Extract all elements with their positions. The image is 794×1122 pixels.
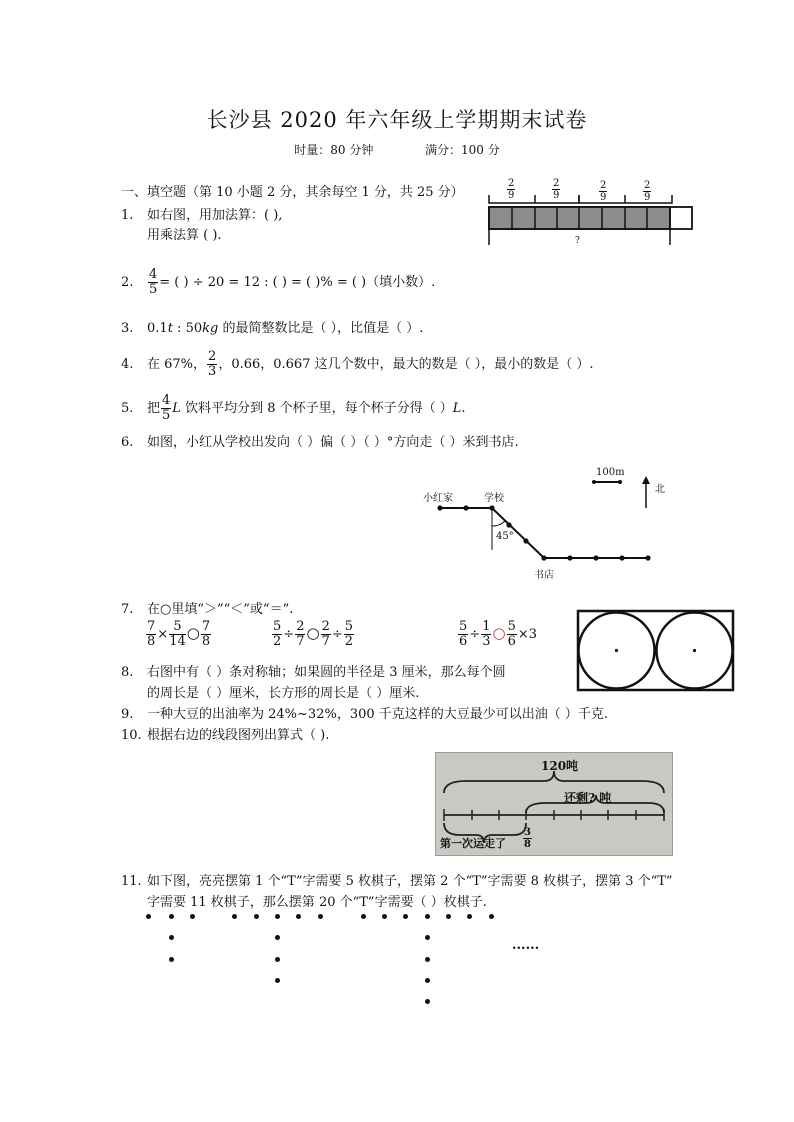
q5-unit-l-2: L xyxy=(452,401,462,416)
question-5 xyxy=(121,394,466,423)
question-7 xyxy=(121,598,293,617)
q1-frac-1: $\frac{2}{9}$ xyxy=(508,178,515,201)
q1-text-1: 如右图，用加法算：( ), xyxy=(147,208,283,223)
question-number: 8. xyxy=(121,665,134,680)
map-home-label: 小红家 xyxy=(423,493,453,504)
q7-expression-3: $\frac{5}{6}$ ÷ $\frac{1}{3}$ ○ $\frac{5}{6}$ ×3 xyxy=(459,619,538,649)
q11-ellipsis: ...... xyxy=(512,938,540,953)
question-3 xyxy=(121,317,423,336)
q6-text: 如图，小红从学校出发向（ ）偏（ ）（ ）°方向走（ ）米到书店. xyxy=(147,435,519,450)
question-number: 3. xyxy=(121,321,134,336)
q1-text-2: 用乘法算 ( ). xyxy=(147,228,222,243)
question-number: 7. xyxy=(121,602,134,617)
q7-text: 在○里填“＞”“＜”或“＝”. xyxy=(147,602,294,617)
question-number: 4. xyxy=(121,357,134,372)
q1-bar-figure xyxy=(486,195,696,247)
map-store-label: 书店 xyxy=(534,570,554,581)
q4-text-a: 在 67%， xyxy=(147,357,207,372)
q6-route-map xyxy=(430,470,660,570)
question-4 xyxy=(121,350,594,379)
question-9 xyxy=(121,703,608,722)
q3-unit-t: t xyxy=(167,321,173,336)
q10-text: 根据右边的线段图列出算式（ ). xyxy=(147,728,330,743)
q5-text-a: 把 xyxy=(147,401,161,416)
exam-subtitle xyxy=(0,141,794,158)
q5-unit-l: L xyxy=(172,401,181,416)
q11-text-2: 字需要 11 枚棋子，那么摆第 20 个“T”字需要（ ）枚棋子. xyxy=(147,895,487,910)
q1-frac-3: $\frac{2}{9}$ xyxy=(600,180,607,203)
q2-fraction: $\frac{4}{5}$ xyxy=(149,267,158,297)
q3-text-a: 0.1 xyxy=(147,321,168,336)
question-number: 10. xyxy=(121,728,142,743)
question-8-line1 xyxy=(121,661,506,680)
section-heading: 一、填空题（第 10 小题 2 分，其余每空 1 分，共 25 分） xyxy=(121,185,464,200)
map-angle-label: 45° xyxy=(496,531,514,542)
exam-title: 长沙县 2020 年六年级上学期期末试卷 xyxy=(206,108,588,132)
q5-text-c: . xyxy=(461,401,466,416)
question-6 xyxy=(121,431,519,450)
map-school-label: 学校 xyxy=(484,493,504,504)
question-number: 6. xyxy=(121,435,134,450)
q10-segment-photo xyxy=(435,752,673,856)
q4-fraction: $\frac{2}{3}$ xyxy=(208,349,217,379)
q10-remain-label: 还剩? 吨 xyxy=(564,791,612,805)
q11-text-1: 如下图，亮亮摆第 1 个“T”字需要 5 枚棋子，摆第 2 个“T”字需要 8 枚棋子，摆第 3 个“T” xyxy=(147,874,673,889)
q2-text: = ( ) ÷ 20 = 12 : ( ) = ( )% = ( )（填小数）. xyxy=(159,275,436,290)
full-score: 满分：100 分 xyxy=(425,143,500,157)
q10-fraction: $\frac{3}{8}$ xyxy=(524,827,531,850)
q1-question-mark: ? xyxy=(575,236,580,246)
question-number: 1. xyxy=(121,208,134,223)
q8-text-2: 的周长是（ ）厘米，长方形的周长是（ ）厘米. xyxy=(147,686,420,701)
q7-expression-2: $\frac{5}{2}$ ÷ $\frac{2}{7}$ ○ $\frac{2}{7}$ ÷ $\frac{5}{2}$ xyxy=(273,619,354,649)
question-number: 2. xyxy=(121,275,134,290)
question-2 xyxy=(121,268,435,297)
q5-text-b: 饮料平均分到 8 个杯子里，每个杯子分得（ ） xyxy=(180,401,453,416)
q10-first-label: 第一次运走了 xyxy=(440,837,506,850)
question-1-line1 xyxy=(121,204,282,223)
question-number: 11. xyxy=(121,874,142,889)
map-north-label: 北 xyxy=(655,484,665,495)
q1-frac-2: $\frac{2}{9}$ xyxy=(553,178,560,201)
q4-text-b: ，0.66，0.667 这几个数中，最大的数是（ ），最小的数是（ ）. xyxy=(218,357,594,372)
q1-frac-4: $\frac{2}{9}$ xyxy=(644,180,651,203)
q10-total-label: 120吨 xyxy=(541,759,579,773)
q3-text-b: : 50 xyxy=(172,321,203,336)
q7-expression-1: $\frac{7}{8}$ × $\frac{5}{14}$ ○ $\frac{7}{8}$ xyxy=(147,619,211,649)
q5-fraction: $\frac{4}{5}$ xyxy=(162,393,171,423)
question-number: 9. xyxy=(121,707,134,722)
question-number: 5. xyxy=(121,401,134,416)
question-10 xyxy=(121,724,329,743)
question-11-line1 xyxy=(121,870,673,889)
q8-text-1: 右图中有（ ）条对称轴；如果圆的半径是 3 厘米，那么每个圆 xyxy=(147,665,506,680)
q3-unit-kg: kg xyxy=(202,321,219,336)
map-scale-label: 100m xyxy=(596,467,625,478)
time-limit: 时量：80 分钟 xyxy=(294,143,374,157)
q3-text-c: 的最简整数比是（ ），比值是（ ）. xyxy=(218,321,424,336)
q9-text: 一种大豆的出油率为 24%~32%，300 千克这样的大豆最少可以出油（ ）千克. xyxy=(147,707,609,722)
q8-circles-figure xyxy=(577,610,735,692)
